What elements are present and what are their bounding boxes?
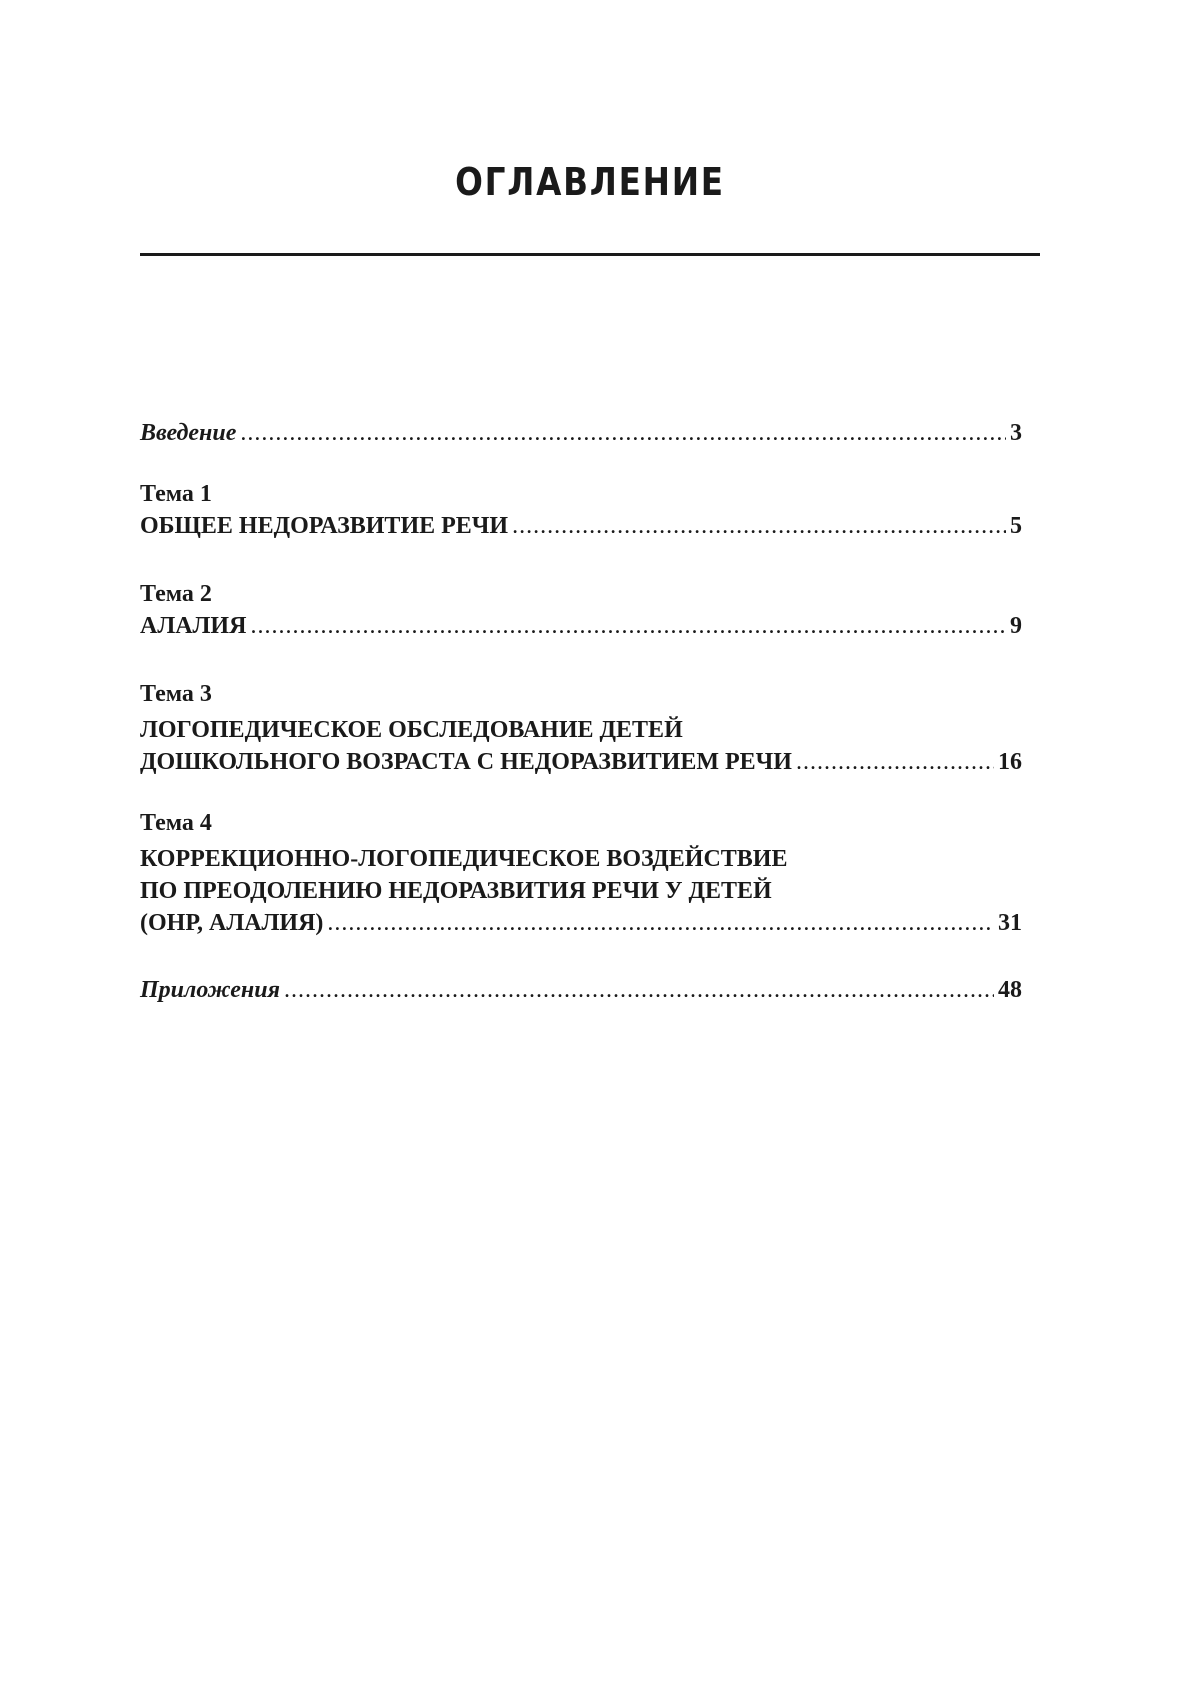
toc-page-number: 16	[998, 749, 1022, 775]
topic-label: Тема 3	[140, 681, 212, 707]
toc-page-number: 9	[1010, 613, 1022, 639]
dot-leader	[240, 417, 1006, 449]
toc-entry-line	[140, 746, 1022, 778]
toc-entry-label: Приложения	[140, 977, 280, 1003]
toc-heading-line: КОРРЕКЦИОННО-ЛОГОПЕДИЧЕСКОЕ ВОЗДЕЙСТВИЕ	[140, 846, 788, 872]
toc-heading-line: ПО ПРЕОДОЛЕНИЮ НЕДОРАЗВИТИЯ РЕЧИ У ДЕТЕЙ	[140, 878, 772, 904]
title-divider	[140, 253, 1040, 256]
toc-topic-4[interactable]	[140, 807, 1022, 939]
toc-page-number: 48	[998, 977, 1022, 1003]
toc-page-number: 5	[1010, 513, 1022, 539]
toc-entry-label: ДОШКОЛЬНОГО ВОЗРАСТА С НЕДОРАЗВИТИЕМ РЕЧИ	[140, 749, 792, 775]
toc-topic-2[interactable]	[140, 578, 1022, 642]
toc-page-number: 31	[998, 910, 1022, 936]
toc-entry-line	[140, 510, 1022, 542]
dot-leader	[284, 974, 994, 1006]
topic-label: Тема 4	[140, 810, 212, 836]
toc-entry-intro[interactable]	[140, 417, 1022, 449]
toc-entry-label: ОБЩЕЕ НЕДОРАЗВИТИЕ РЕЧИ	[140, 513, 509, 539]
dot-leader	[796, 746, 994, 778]
toc-entry-label: Введение	[140, 420, 237, 446]
toc-entry-label: (ОНР, АЛАЛИЯ)	[140, 910, 324, 936]
toc-heading-line: ЛОГОПЕДИЧЕСКОЕ ОБСЛЕДОВАНИЕ ДЕТЕЙ	[140, 717, 683, 743]
dot-leader	[250, 610, 1006, 642]
page-title: ОГЛАВЛЕНИЕ	[455, 160, 725, 204]
toc-entry-appendix[interactable]	[140, 974, 1022, 1006]
toc-entry-line	[140, 907, 1022, 939]
topic-label: Тема 1	[140, 481, 212, 507]
toc-page-number: 3	[1010, 420, 1022, 446]
topic-label: Тема 2	[140, 581, 212, 607]
toc-entry-line	[140, 610, 1022, 642]
toc-entry-label: АЛАЛИЯ	[140, 613, 247, 639]
toc-topic-3[interactable]	[140, 678, 1022, 778]
toc-topic-1[interactable]	[140, 478, 1022, 542]
dot-leader	[512, 510, 1006, 542]
dot-leader	[327, 907, 994, 939]
